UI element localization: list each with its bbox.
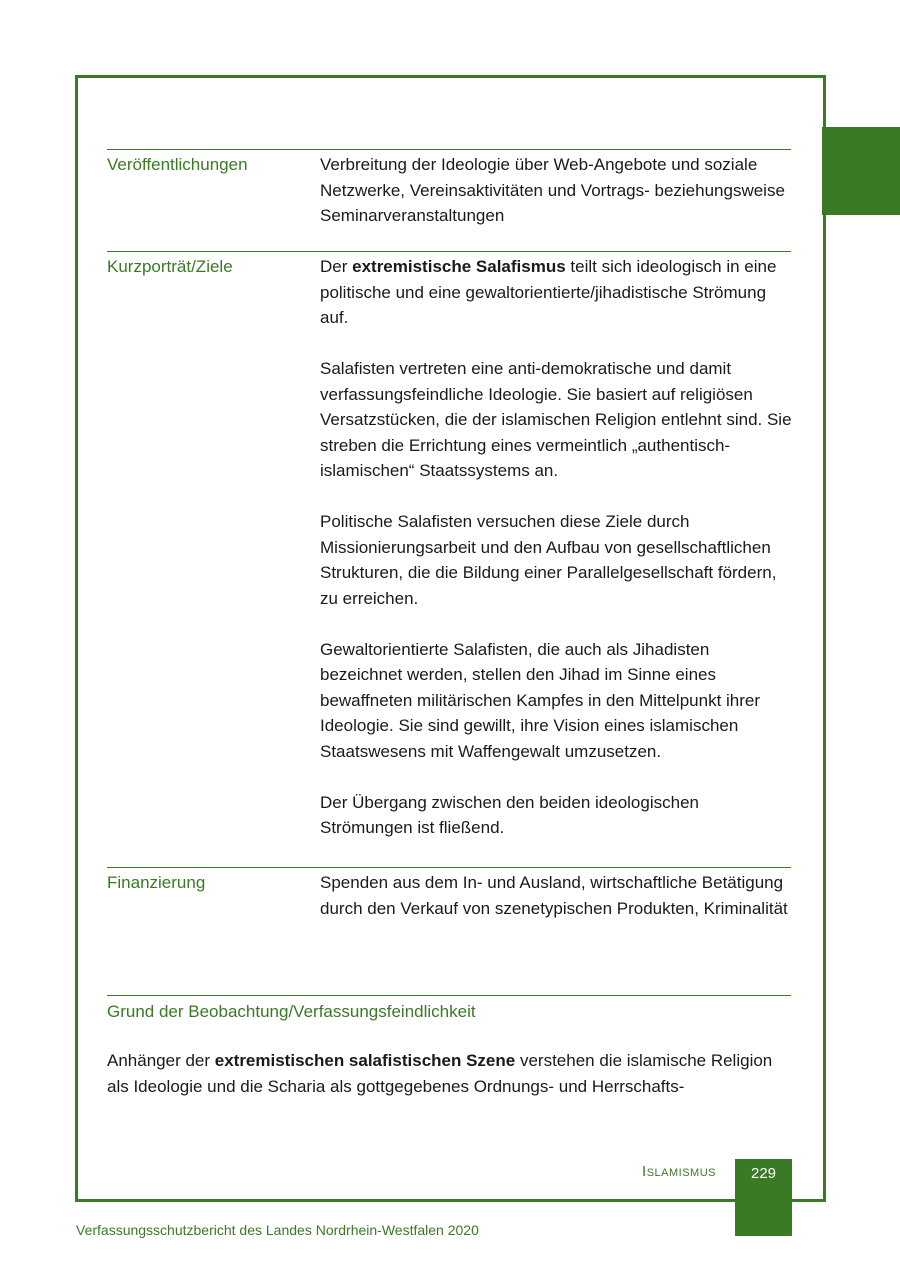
row-content <box>320 870 794 921</box>
paragraph: Der Übergang zwischen den beiden ideologischen Strömungen ist fließend. <box>320 792 699 837</box>
page-number: 229 <box>750 1165 777 1182</box>
row-content <box>320 152 794 229</box>
bold-term: extremistischen salafistischen Szene <box>214 1051 516 1070</box>
row-content <box>320 254 794 841</box>
paragraph: Verbreitung der Ideologie über Web-Angebote und soziale Netzwerke, Vereinsaktivitäten und Vortrags- beziehungsweise Seminarveranstaltungen <box>320 155 785 225</box>
paragraph: Spenden aus dem In- und Ausland, wirtschaftliche Betätigung durch den Verkauf von szenetypischen Produkten, Kriminalität <box>320 873 788 918</box>
chapter-tab <box>822 127 900 215</box>
section-heading <box>107 995 791 1025</box>
bold-term: extremistische Salafismus <box>352 257 566 276</box>
section-heading-text: Grund der Beobachtung/Verfassungsfeindlichkeit <box>107 1002 476 1021</box>
row-label: Kurzporträt/Ziele <box>107 257 233 276</box>
row-label: Veröffentlichungen <box>107 155 248 174</box>
paragraph: Politische Salafisten versuchen diese Ziele durch Missionierungsarbeit und den Aufbau von gesellschaftlichen Strukturen, die die Bildung einer Parallelgesellschaft fördern, zu erreichen. <box>320 512 777 608</box>
row-label: Finanzierung <box>107 873 206 892</box>
paragraph: Gewaltorientierte Salafisten, die auch als Jihadisten bezeichnet werden, stellen den Jihad im Sinne eines bewaffneten militärischen Kampfes in den Mittelpunkt ihrer Ideologie. Sie sind gewillt, ihre Vision eines islamischen Staatswesens mit Waffengewalt umzusetzen. <box>320 639 761 761</box>
paragraph: Der extremistische Salafismus teilt sich ideologisch in eine politische und eine gewaltorientierte/jihadistische Strömung auf. <box>320 257 777 327</box>
row-profile <box>107 251 792 837</box>
footer-text: Verfassungsschutzbericht des Landes Nordrhein-Westfalen 2020 <box>76 1222 479 1238</box>
paragraph: Salafisten vertreten eine anti-demokratische und damit verfassungsfeindliche Ideologie. Sie basiert auf religiösen Versatzstücken, die der islamischen Religion entlehnt sind. Sie streben die Errichtung eines vermeintlich „authentisch-islamischen“ Staatssystems an. <box>320 359 792 480</box>
body-paragraph: Anhänger der extremistischen salafistischen Szene verstehen die islamische Religion als Ideologie und die Scharia als gottgegebenes Ordnungs- und Herrschafts- <box>107 1051 773 1096</box>
running-head: Islamismus <box>642 1163 716 1180</box>
row-publications <box>107 149 791 225</box>
row-financing <box>107 867 791 918</box>
page-number-box <box>735 1159 792 1236</box>
